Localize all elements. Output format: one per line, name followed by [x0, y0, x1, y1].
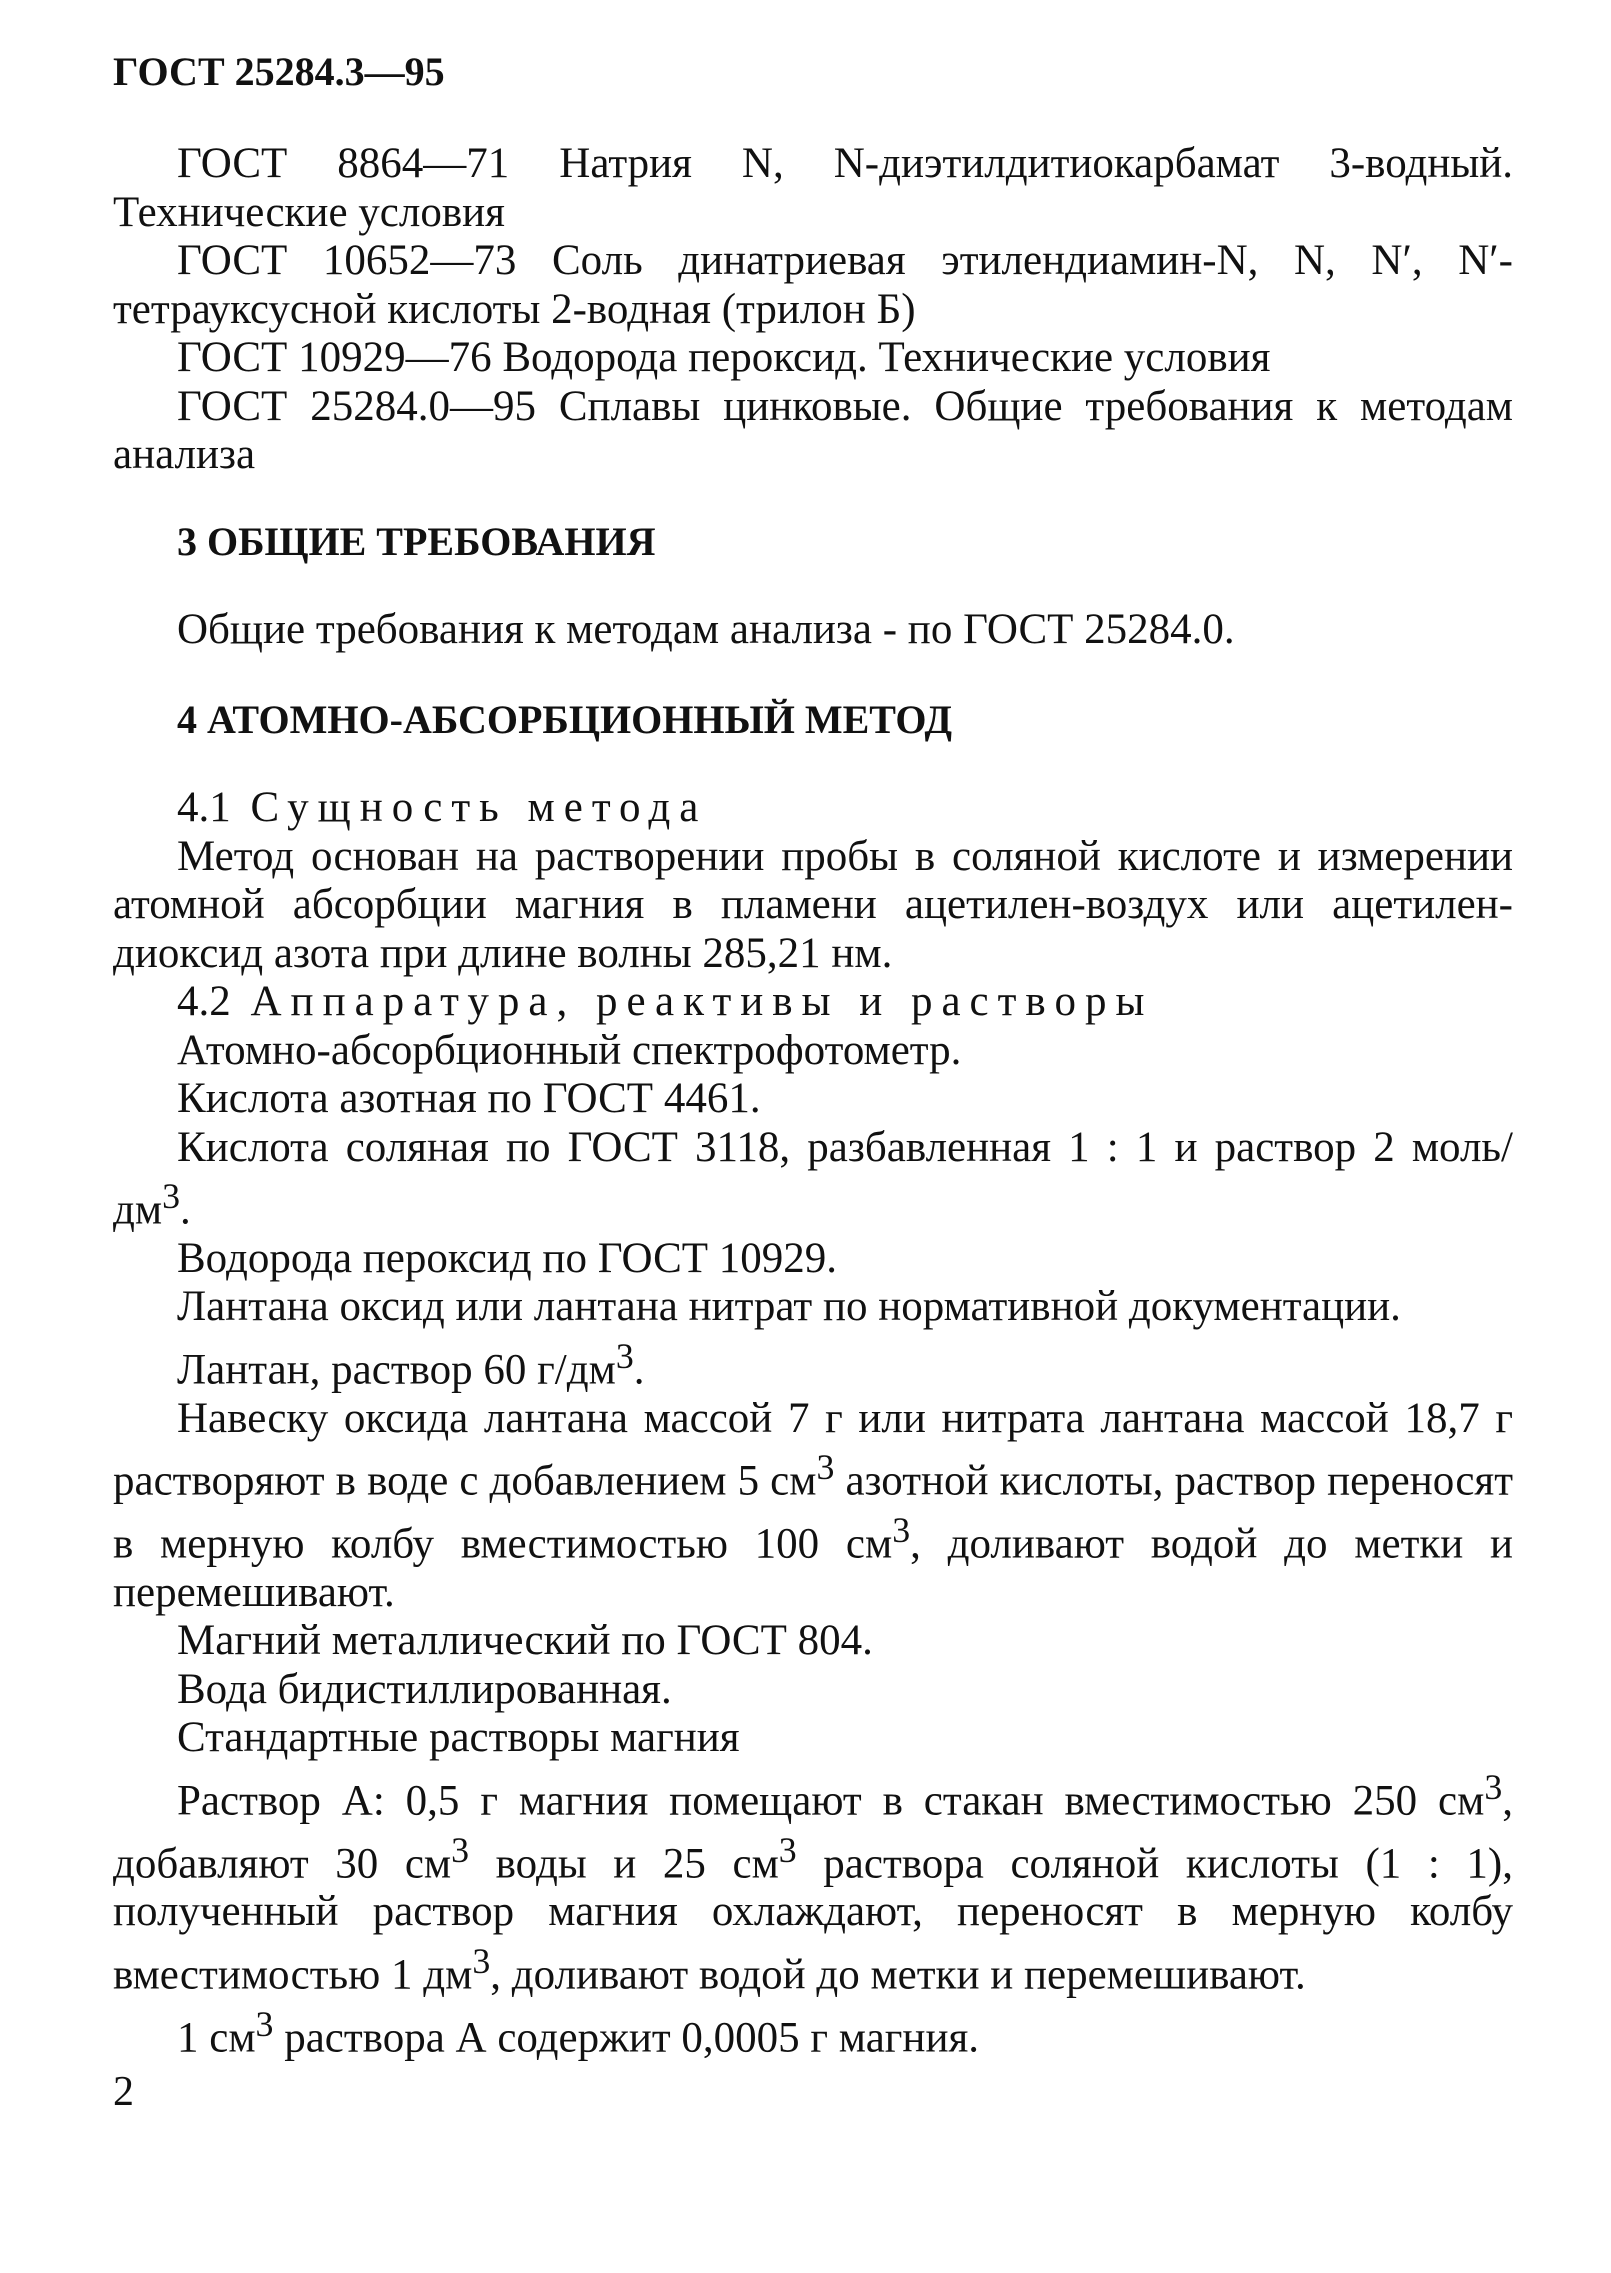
reagent-item: Стандартные растворы магния [177, 1714, 740, 1762]
reagent-item: Кислота азотная по ГОСТ 4461. [177, 1075, 761, 1122]
subsection-title: Аппаратура, реактивы и растворы [250, 978, 1154, 1025]
section-3-text: Общие требования к методам анализа - по ГОСТ 25284.0. [177, 605, 1235, 653]
procedure-text: Раствор А: 0,5 г магния помещают в стакан вместимостью 250 $см^3$, добавляют 30 $см^3$ воды и 25 $см^3$ раствора соляной кислоты (1 : 1), полученный раствор магния охлаждают, переносят в мерную колбу вместимостью 1 $дм^3$, доливают водой до метки и перемешивают. [113, 1766, 1513, 1999]
subsection-4-2-title [113, 978, 1513, 1027]
section-4-heading: 4 АТОМНО-АБСОРБЦИОННЫЙ МЕТОД [177, 697, 953, 742]
procedure-text: Навеску оксида лантана массой 7 г или нитрата лантана массой 18,7 г растворяют в воде с добавлением 5 $см^3$ азотной кислоты, раствор переносят в мерную колбу вместимостью 100 $см^3$, доливают водой до метки и перемешивают. [113, 1394, 1513, 1616]
subsection-number: 4.1 [177, 784, 231, 831]
subsection-number: 4.2 [177, 978, 231, 1025]
page-number: 2 [113, 2069, 134, 2115]
subsection-title: Сущность метода [250, 784, 708, 831]
reference-item: ГОСТ 8864—71 Натрия N, N-диэтилдитиокарбамат 3-водный. Технические условия [113, 140, 1513, 236]
reference-item: ГОСТ 10652—73 Соль динатриевая этилендиамин-N, N, N′, N′-тетрауксусной кислоты 2-водная (трилон Б) [113, 237, 1513, 333]
section-3-heading: 3 ОБЩИЕ ТРЕБОВАНИЯ [177, 518, 656, 564]
reference-item: ГОСТ 25284.0—95 Сплавы цинковые. Общие требования к методам анализа [113, 382, 1513, 478]
reference-item: ГОСТ 10929—76 Водорода пероксид. Технические условия [177, 334, 1271, 381]
page-header: ГОСТ 25284.3—95 [113, 49, 445, 94]
reagent-item: Лантана оксид или лантана нитрат по нормативной документации. [177, 1283, 1401, 1331]
reagent-item: Вода бидистиллированная. [177, 1665, 672, 1713]
reagent-item: Лантан, раствор 60 $г/дм^3$. [177, 1335, 645, 1394]
apparatus-item: Атомно-абсорбционный спектрофотометр. [177, 1026, 962, 1074]
method-essence-text: Метод основан на растворении пробы в соляной кислоте и измерении атомной абсорбции магния в пламени ацетилен-воздух или ацетилен-диоксид азота при длине волны 285,21 нм. [113, 832, 1513, 977]
reagent-item: Магний металлический по ГОСТ 804. [177, 1617, 873, 1665]
solution-content-text: 1 $см^3$ раствора А содержит 0,0005 г магния. [177, 2003, 979, 2062]
reagent-item: Водорода пероксид по ГОСТ 10929. [177, 1234, 838, 1282]
page-content [113, 140, 1513, 2063]
subsection-4-1-title [113, 784, 1513, 833]
reagent-item: Кислота соляная по ГОСТ 3118, разбавленная 1 : 1 и раствор 2 моль/$дм^3$. [113, 1123, 1513, 1234]
